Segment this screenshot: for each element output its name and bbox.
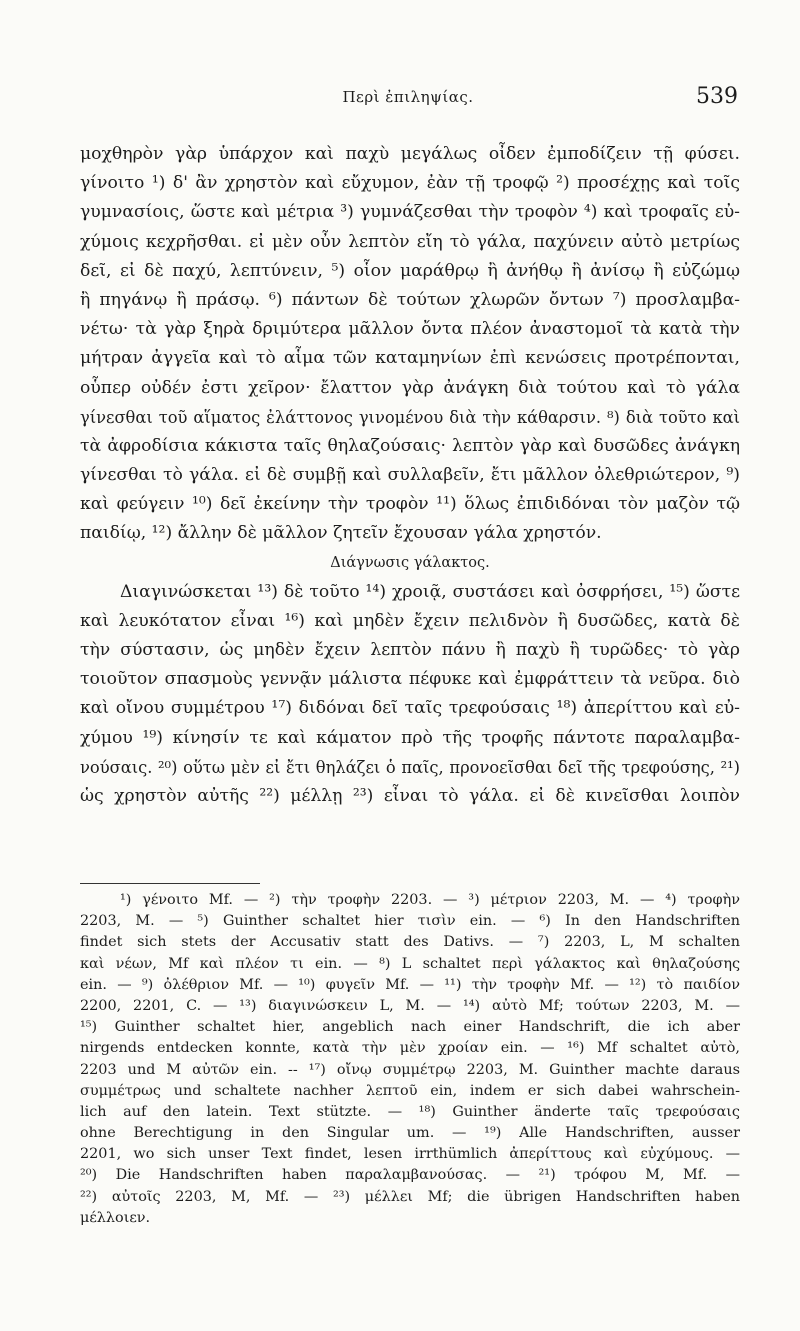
- footnote-line: μέλλοιεν.: [80, 1209, 151, 1226]
- text-line: οὗπερ οὐδέν ἐστι χεῖρον· ἔλαττον γὰρ ἀνάγκη διὰ τούτου καὶ τὸ γάλα: [80, 377, 740, 398]
- footnote-line: ¹) γένοιτο Mf. — ²) τὴν τροφὴν 2203. — ³) μέτριον 2203, M. — ⁴) τροφὴν: [120, 892, 740, 908]
- text-line: τοιοῦτον σπασμοὺς γεννᾷν μάλιστα πέφυκε καὶ ἐμφράττειν τὰ νεῦρα. διὸ: [80, 669, 740, 690]
- text-line: Διαγινώσκεται ¹³) δὲ τοῦτο ¹⁴) χροιᾷ, συστάσει καὶ ὀσφρήσει, ¹⁵) ὥστε: [120, 581, 740, 602]
- text-line: χύμοις κεχρῆσθαι. εἰ μὲν οὖν λεπτὸν εἴη τὸ γάλα, παχύνειν αὐτὸ μετρίως: [80, 231, 740, 252]
- footnote-line: ¹⁵) Guinther schaltet hier, angeblich nach einer Handschrift, die ich aber: [80, 1019, 740, 1036]
- main-text: [80, 140, 740, 811]
- text-line: γίνεσθαι τοῦ αἵματος ἐλάττονος γινομένου διὰ τὴν κάθαρσιν. ⁸) διὰ τοῦτο καὶ: [80, 407, 740, 427]
- text-line: τὴν σύστασιν, ὡς μηδὲν ἔχειν λεπτὸν πάνυ ἢ παχὺ ἢ τυρῶδες· τὸ γὰρ: [80, 640, 740, 660]
- footnote-line: 2201, wo sich unser Text findet, lesen irrthümlich ἀπερίττους καὶ εὐχύμους. —: [80, 1146, 740, 1163]
- text-line: παιδίῳ, ¹²) ἄλλην δὲ μᾶλλον ζητεῖν ἔχουσαν γάλα χρηστόν.: [80, 523, 602, 544]
- text-line: τὰ ἀφροδίσια κάκιστα ταῖς θηλαζούσαις· λεπτὸν γὰρ καὶ δυσῶδες ἀνάγκη: [80, 435, 740, 456]
- text-line: χύμου ¹⁹) κίνησίν τε καὶ κάματον πρὸ τῆς τροφῆς πάντοτε παραλαμβα-: [80, 727, 740, 748]
- text-line: γίνοιτο ¹) δ' ἂν χρηστὸν καὶ εὔχυμον, ἐὰν τῇ τροφῷ ²) προσέχῃς καὶ τοῖς: [80, 173, 740, 194]
- text-line: καὶ οἴνου συμμέτρου ¹⁷) διδόναι δεῖ ταῖς τρεφούσαις ¹⁸) ἀπερίττου καὶ εὐ-: [80, 698, 740, 719]
- footnotes: [80, 890, 740, 1229]
- footnote-line: nirgends entdecken konnte, κατὰ τὴν μὲν χροίαν ein. — ¹⁶) Mf schaltet αὐτὸ,: [80, 1040, 740, 1057]
- page-header: [78, 84, 738, 114]
- footnote-line: συμμέτρως und schaltete nachher λεπτοῦ ein, indem er sich dabei wahrschein-: [80, 1082, 740, 1099]
- footnote-rule: [80, 883, 260, 884]
- footnote-line: findet sich stets der Accusativ statt des Dativs. — ⁷) 2203, L, M schalten: [80, 934, 740, 951]
- text-line: νούσαις. ²⁰) οὕτω μὲν εἰ ἔτι θηλάζει ὁ παῖς, προνοεῖσθαι δεῖ τῆς τρεφούσης, ²¹): [80, 757, 740, 777]
- footnote-line: ²⁰) Die Handschriften haben παραλαμβανούσας. — ²¹) τρόφου M, Mf. —: [80, 1167, 740, 1184]
- text-line: ἢ πηγάνῳ ἢ πράσῳ. ⁶) πάντων δὲ τούτων χλωρῶν ὄντων ⁷) προσλαμβα-: [80, 289, 740, 310]
- text-line: γυμνασίοις, ὥστε καὶ μέτρια ³) γυμνάζεσθαι τὴν τροφὸν ⁴) καὶ τροφαῖς εὐ-: [80, 202, 740, 223]
- text-line: δεῖ, εἰ δὲ παχύ, λεπτύνειν, ⁵) οἷον μαράθρῳ ἢ ἀνήθῳ ἢ ἀνίσῳ ἢ εὐζώμῳ: [80, 260, 740, 281]
- text-line: μήτραν ἀγγεῖα καὶ τὸ αἷμα τῶν καταμηνίων ἐπὶ κενώσεις προτρέπονται,: [80, 348, 740, 369]
- footnote-line: lich auf den latein. Text stützte. — ¹⁸) Guinther änderte ταῖς τρεφούσαις: [80, 1103, 740, 1120]
- text-line: καὶ φεύγειν ¹⁰) δεῖ ἐκείνην τὴν τροφὸν ¹¹) ὅλως ἐπιδιδόναι τὸν μαζὸν τῷ: [80, 494, 740, 515]
- text-line: μοχθηρὸν γὰρ ὑπάρχον καὶ παχὺ μεγάλως οἶδεν ἐμποδίζειν τῇ φύσει.: [80, 144, 740, 164]
- footnote-line: ein. — ⁹) ὀλέθριον Mf. — ¹⁰) φυγεῖν Mf. — ¹¹) τὴν τροφὴν Mf. — ¹²) τὸ παιδίον: [80, 976, 740, 993]
- running-title: Περὶ ἐπιληψίας.: [342, 88, 474, 106]
- footnote-line: 2200, 2201, C. — ¹³) διαγινώσκειν L, M. — ¹⁴) αὐτὸ Mf; τούτων 2203, M. —: [80, 997, 740, 1014]
- footnote-line: καὶ νέων, Mf καὶ πλέον τι ein. — ⁸) L schaltet περὶ γάλακτος καὶ θηλαζούσης: [80, 955, 740, 972]
- page-number: 539: [696, 84, 738, 109]
- text-line: ὡς χρηστὸν αὐτῆς ²²) μέλλῃ ²³) εἶναι τὸ γάλα. εἰ δὲ κινεῖσθαι λοιπὸν: [80, 785, 740, 806]
- section-heading: Διάγνωσις γάλακτος.: [330, 554, 490, 571]
- footnote-line: ²²) αὐτοῖς 2203, M, Mf. — ²³) μέλλει Mf; die übrigen Handschriften haben: [80, 1188, 740, 1205]
- text-line: καὶ λευκότατον εἶναι ¹⁶) καὶ μηδὲν ἔχειν πελιδνὸν ἢ δυσῶδες, κατὰ δὲ: [80, 610, 740, 631]
- footnote-line: 2203 und M αὐτῶν ein. -- ¹⁷) οἴνῳ συμμέτρῳ 2203, M. Guinther machte daraus: [80, 1061, 740, 1078]
- text-line: γίνεσθαι τὸ γάλα. εἰ δὲ συμβῇ καὶ συλλαβεῖν, ἔτι μᾶλλον ὀλεθριώτερον, ⁹): [80, 465, 740, 486]
- text-line: νέτω· τὰ γὰρ ξηρὰ δριμύτερα μᾶλλον ὄντα πλέον ἀναστομοῖ τὰ κατὰ τὴν: [80, 319, 740, 340]
- footnote-line: ohne Berechtigung in den Singular um. — ¹⁹) Alle Handschriften, ausser: [80, 1125, 740, 1142]
- footnote-line: 2203, M. — ⁵) Guinther schaltet hier τισὶν ein. — ⁶) In den Handschriften: [80, 913, 740, 930]
